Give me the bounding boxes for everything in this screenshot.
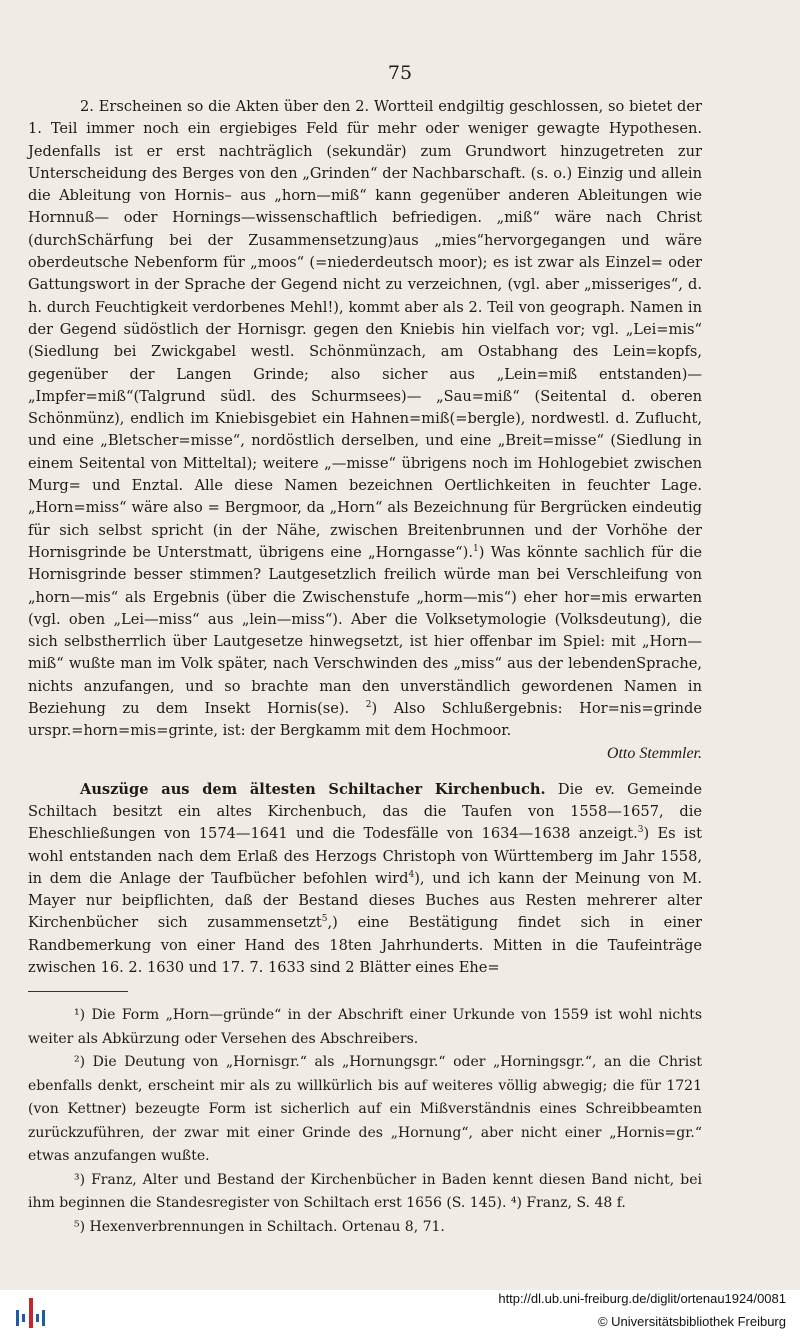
paragraph-text: ,) eine Bestätigung findet sich in einer Randbemerkung von einer Hand des 18ten Jahrhunderts. Mitten in die Taufeinträge zwischen 16. 2. 1630 und 17. 7. 1633 sind 2 Blätter eines Ehe= [28, 914, 702, 976]
section-heading: Auszüge aus dem ältesten Schiltacher Kirchenbuch. [80, 780, 546, 798]
library-logo-icon [12, 1292, 52, 1332]
footnotes [28, 1004, 702, 1239]
paragraph-text: Was könnte sachlich für die Hornisgrinde besser stimmen? Lautgesetzlich freilich würde man bei Verschleifung von „horn—mis“ als Ergebnis (über die Zwischenstufe „horm—mis“) eher hor=mis erwarten (vgl. oben „Lei—miss“ aus „lein—miss“). Aber die Volksetymologie (Volksdeutung), die sich selbstherrlich über Lautgesetze hinwegsetzt, ist hier offenbar im Spiel: mit „Horn—miß“ wußte man im Volk später, nach Verschwinden des „miss“ aus der lebendenSprache, nichts anzufangen, und so brachte man den unverständlich gewordenen Namen in Beziehung zu dem Insekt Hornis(se). [28, 543, 702, 718]
source-url-link[interactable]: http://dl.ub.uni-freiburg.de/diglit/ortenau1924/0081 [498, 1291, 786, 1306]
paragraph-text: Also Schlußergebnis: Hor=nis=grinde urspr.=horn=mis=grinte, ist: der Bergkamm mit dem Hochmoor. [28, 700, 702, 740]
footnote-2: ²) Die Deutung von „Hornisgr.“ als „Hornungsgr.“ oder „Horningsgr.“, an die Christ ebenfalls denkt, erscheint mir als zu willkürlich bis auf weiteres völlig abwegig; die für 1721 (von Kettner) bezeugte Form ist sicherlich auf ein Mißverständnis eines Schreibbeamten zurückzuführen, der zwar mit einer Grinde des „Hornung“, aber nicht einer „Hornis=gr.“ etwas anzufangen wußte. [28, 1054, 702, 1165]
footnote-ref: 2 [365, 700, 372, 711]
paragraph-hornisgrinde: 2. Erscheinen so die Akten über den 2. Wortteil endgiltig geschlossen, so bietet der 1. Teil immer noch ein ergiebiges Feld für mehr oder weniger gewagte Hypothesen. Jedenfalls ist er erst nachträglich (sekundär) zum Grundwort hinzugetreten zur Unterscheidung des Berges von den „Grinden“ der Nachbarschaft. (s. o.) Einzig und allein die Ableitung von Hornis– aus „horn—miß“ kann gegenüber anderen Ableitungen wie Hornnuß— oder Hornings—wissenschaftlich befriedigen. „miß“ wäre nach Christ (durchSchärfung bei der Zusammensetzung)aus „mies“hervorgegangen und wäre oberdeutsche Nebenform für „moos“ (=niederdeutsch moor); es ist zwar als Einzel= oder Gattungswort in der Sprache der Gegend nicht zu verzeichnen, (vgl. aber „misseriges“, d. h. durch Feuchtigkeit verdorbenes Mehl!), kommt aber als 2. Teil von geograph. Namen in der Gegend südöstlich der Hornisgr. gegen den Kniebis hin vielfach vor; vgl. „Lei=mis“ (Siedlung bei Zwickgabel westl. Schönmünzach, am Ostabhang des Lein=kopfs, gegenüber der Langen Grinde; also sicher aus „Lein=miß entstanden)— „Impfer=miß“(Talgrund südl. des Schurmsees)— „Sau=miß“ (Seitental d. oberen Schönmünz), endlich im Kniebisgebiet ein Hahnen=miß(=bergle), nordwestl. d. Zuflucht, und eine „Bletscher=misse“, nordöstlich derselben, und eine „Breit=misse“ (Siedlung in einem Seitental von Mitteltal); weitere „—misse“ übrigens noch im Hohlogebiet zwischen Murg= und Enztal. Alle diese Namen bezeichnen Oertlichkeiten in feuchter Lage. „Horn=miss“ wäre also = Bergmoor, da „Horn“ als Bezeichnung für Bergrücken eindeutig für sich selbst spricht (in der Nähe, zwischen Breitenbrunnen und der Vorhöhe der Hornisgrinde be Unterstmatt, übrigens eine „Horngasse“).$^1$) Was könnte sachlich für die Hornisgrinde besser stimmen? Lautgesetzlich freilich würde man bei Verschleifung von „horn—mis“ als Ergebnis (über die Zwischenstufe „horm—mis“) eher hor=mis erwarten (vgl. oben „Lei—miss“ aus „lein—miss“). Aber die Volksetymologie (Volksdeutung), die sich selbstherrlich über Lautgesetze hinwegsetzt, ist hier offenbar im Spiel: mit „Horn—miß“ wußte man im Volk später, nach Verschwinden des „miss“ aus der lebendenSprache, nichts anzufangen, und so brachte man den unverständlich gewordenen Namen in Beziehung zu dem Insekt Hornis(se). $^2$) Also Schlußergebnis: Hor=nis=grinde urspr.=horn=mis=grinte, ist: der Bergkamm mit dem Hochmoor. [28, 98, 702, 740]
main-text [28, 96, 702, 1239]
paragraph-text: 2. Erscheinen so die Akten über den 2. Wortteil endgiltig geschlossen, so bietet der 1. Teil immer noch ein ergiebiges Feld für mehr oder weniger gewagte Hypothesen. Jedenfalls ist er erst nachträglich (sekundär) zum Grundwort hinzugetreten zur Unterscheidung des Berges von den „Grinden“ der Nachbarschaft. (s. o.) Einzig und allein die Ableitung von Hornis– aus „horn—miß“ kann gegenüber anderen Ableitungen wie Hornnuß— oder Hornings—wissenschaftlich befriedigen. „miß“ wäre nach Christ (durchSchärfung bei der Zusammensetzung)aus „mies“hervorgegangen und wäre oberdeutsche Nebenform für „moos“ (=niederdeutsch moor); es ist zwar als Einzel= oder Gattungswort in der Sprache der Gegend nicht zu verzeichnen, (vgl. aber „misseriges“, d. h. durch Feuchtigkeit verdorbenes Mehl!), kommt aber als 2. Teil von geograph. Namen in der Gegend südöstlich der Hornisgr. gegen den Kniebis hin vielfach vor; vgl. „Lei=mis“ (Siedlung bei Zwickgabel westl. Schönmünzach, am Ostabhang des Lein=kopfs, gegenüber der Langen Grinde; also sicher aus „Lein=miß entstanden)— „Impfer=miß“(Talgrund südl. des Schurmsees)— „Sau=miß“ (Seitental d. oberen Schönmünz), endlich im Kniebisgebiet ein Hahnen=miß(=bergle), nordwestl. d. Zuflucht, und eine „Bletscher=misse“, nordöstlich derselben, und eine „Breit=misse“ (Siedlung in einem Seitental von Mitteltal); weitere „—misse“ übrigens noch im Hohlogebiet zwischen Murg= und Enztal. Alle diese Namen bezeichnen Oertlichkeiten in feuchter Lage. „Horn=miss“ wäre also = Bergmoor, da „Horn“ als Bezeichnung für Bergrücken eindeutig für sich selbst spricht (in der Nähe, zwischen Breitenbrunnen und der Vorhöhe der Hornisgrinde be Unterstmatt, übrigens eine „Horngasse“). [28, 98, 702, 561]
author-signature: Otto Stemmler. [606, 744, 702, 762]
footnote-ref: 5 [321, 914, 328, 925]
footnote-5: ⁵) Hexenverbrennungen in Schiltach. Ortenau 8, 71. [74, 1218, 445, 1235]
footnote-ref: 1 [472, 544, 479, 555]
page-number: 75 [387, 62, 413, 84]
paragraph-text: ) Es ist wohl entstanden nach dem Erlaß des Herzogs Christoph von Württemberg im Jahr 1558, in dem die Anlage der Taufbücher befohlen wird [28, 825, 702, 887]
footnote-separator [28, 991, 128, 992]
footnote-ref: 3 [637, 825, 644, 836]
viewer-footer [0, 1290, 800, 1336]
paragraph-text: Die ev. Gemeinde Schiltach besitzt ein altes Kirchenbuch, das die Taufen von 1558—1657, die Eheschließungen von 1574—1641 und die Todesfälle von 1634—1638 anzeigt. [28, 780, 702, 843]
footnote-3-4: ³) Franz, Alter und Bestand der Kirchenbücher in Baden kennt diesen Band nicht, bei ihm beginnen die Standesregister von Schiltach erst 1656 (S. 145). ⁴) Franz, S. 48 f. [28, 1171, 702, 1212]
copyright-text: © Universitätsbibliothek Freiburg [597, 1314, 786, 1329]
paragraph-text: ), und ich kann der Meinung von M. Mayer nur beipflichten, daß der Bestand dieses Buches aus Resten mehrerer alter Kirchenbücher sich zusammensetzt [28, 869, 702, 932]
footnote-1: ¹) Die Form „Horn—gründe“ in der Abschrift einer Urkunde von 1559 ist wohl nichts weiter als Abkürzung oder Versehen des Abschreibers. [28, 1007, 702, 1047]
paragraph-kirchenbuch [28, 779, 702, 980]
footnote-ref: 4 [408, 869, 415, 880]
